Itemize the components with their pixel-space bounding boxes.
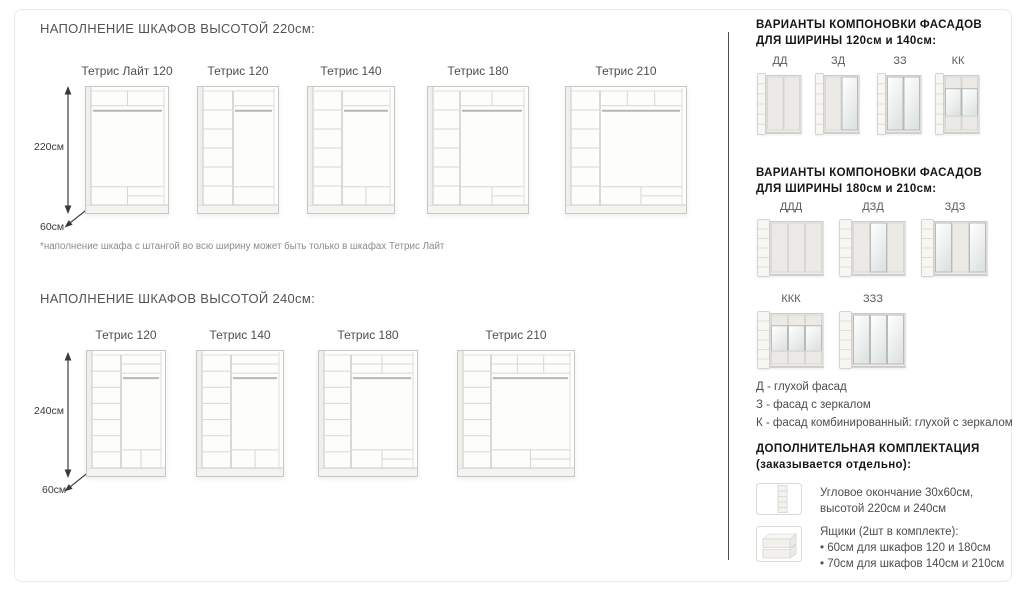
depth-dimension-label-220: 60см — [40, 221, 65, 233]
wardrobe-240-2 — [196, 328, 284, 477]
facades-large-heading-line1: ВАРИАНТЫ КОМПОНОВКИ ФАСАДОВ — [756, 167, 983, 179]
drawers-text-line1: Ящики (2шт в комплекте): — [820, 526, 959, 538]
facade-thumbnail — [757, 310, 825, 372]
legend-line-z: З - фасад с зеркалом — [756, 399, 871, 411]
wardrobe-220-2 — [197, 64, 279, 214]
facade-variant-label: ЗЗ — [893, 55, 907, 67]
facade-variant-label: ЗДЗ — [944, 201, 966, 213]
wardrobe-diagram — [85, 86, 169, 214]
wardrobe-diagram — [457, 350, 575, 477]
wardrobe-label: Тетрис 210 — [595, 64, 657, 78]
facade-variant-label: ККК — [781, 293, 801, 305]
facades-small-heading — [756, 17, 982, 49]
corner-unit-icon — [756, 483, 802, 515]
wardrobe-diagram — [197, 86, 279, 214]
wardrobe-label: Тетрис 210 — [485, 328, 547, 342]
drawers-text-line3: • 70см для шкафов 140см и 210см — [820, 558, 1005, 570]
wardrobe-diagram — [318, 350, 418, 477]
footnote: *наполнение шкафа с штангой во всю ширину может быть только в шкафах Тетрис Лайт — [40, 241, 445, 252]
facades-small-heading-line2: ДЛЯ ШИРИНЫ 120см и 140см: — [756, 35, 937, 47]
wardrobe-label: Тетрис 180 — [337, 328, 399, 342]
wardrobe-diagram — [427, 86, 529, 214]
wardrobe-diagram — [86, 350, 166, 477]
facade-thumbnail — [935, 72, 981, 138]
wardrobe-label: Тетрис 120 — [207, 64, 269, 78]
wardrobe-label: Тетрис 140 — [320, 64, 382, 78]
extras-heading — [756, 441, 980, 473]
facade-variant-ЗД — [815, 55, 861, 138]
facade-thumbnail — [877, 72, 923, 138]
facade-variant-label: КК — [951, 55, 965, 67]
drawers-text-line2: • 60см для шкафов 120 и 180см — [820, 542, 991, 554]
corner-unit-text-line1: Угловое окончание 30х60см, — [820, 487, 974, 499]
extras-heading-line2: (заказывается отдельно): — [756, 459, 912, 471]
wardrobe-diagram — [196, 350, 284, 477]
vertical-divider — [728, 32, 729, 560]
facade-thumbnail — [921, 218, 989, 280]
wardrobe-label: Тетрис 120 — [95, 328, 157, 342]
section-title-240: НАПОЛНЕНИЕ ШКАФОВ ВЫСОТОЙ 240см: — [40, 291, 315, 306]
facade-thumbnail — [757, 72, 803, 138]
wardrobe-220-4 — [427, 64, 529, 214]
wardrobe-label: Тетрис 180 — [447, 64, 509, 78]
facade-variant-ДЗД — [839, 201, 907, 280]
facade-variant-ЗЗЗ — [839, 293, 907, 372]
depth-dimension-label-240: 60см — [42, 484, 67, 496]
facade-variant-label: ДД — [772, 55, 788, 67]
wardrobe-220-1 — [81, 64, 173, 214]
wardrobe-220-3 — [307, 64, 395, 214]
facade-variant-label: ЗЗЗ — [863, 293, 883, 305]
height-dimension-label-240: 240см — [34, 405, 64, 417]
facade-thumbnail — [815, 72, 861, 138]
extras-heading-line1: ДОПОЛНИТЕЛЬНАЯ КОМПЛЕКТАЦИЯ — [756, 443, 980, 455]
drawers-icon — [756, 526, 802, 562]
wardrobe-220-5 — [565, 64, 687, 214]
legend-line-d: Д - глухой фасад — [756, 381, 847, 393]
drawers-text — [820, 524, 1004, 572]
facade-thumbnail — [839, 218, 907, 280]
facade-variant-ДД — [757, 55, 803, 138]
wardrobe-diagram — [307, 86, 395, 214]
facade-variant-label: ДЗД — [862, 201, 884, 213]
facade-variant-ККК — [757, 293, 825, 372]
wardrobe-label: Тетрис Лайт 120 — [81, 64, 173, 78]
facade-variant-label: ЗД — [830, 55, 846, 67]
height-dimension-label-220: 220см — [34, 141, 64, 153]
corner-unit-text — [820, 485, 973, 517]
wardrobe-240-1 — [86, 328, 166, 477]
wardrobe-240-4 — [457, 328, 575, 477]
wardrobe-diagram — [565, 86, 687, 214]
facade-thumbnail — [839, 310, 907, 372]
facades-large-heading — [756, 165, 982, 197]
corner-unit-text-line2: высотой 220см и 240см — [820, 503, 947, 515]
wardrobe-label: Тетрис 140 — [209, 328, 271, 342]
section-title-220: НАПОЛНЕНИЕ ШКАФОВ ВЫСОТОЙ 220см: — [40, 21, 315, 36]
facade-variant-ЗЗ — [877, 55, 923, 138]
facade-variant-ДДД — [757, 201, 825, 280]
wardrobe-240-3 — [318, 328, 418, 477]
legend-line-k: К - фасад комбинированный: глухой с зеркалом — [756, 417, 1013, 429]
facade-thumbnail — [757, 218, 825, 280]
facade-variant-ЗДЗ — [921, 201, 989, 280]
facade-variant-label: ДДД — [779, 201, 803, 213]
facades-small-heading-line1: ВАРИАНТЫ КОМПОНОВКИ ФАСАДОВ — [756, 19, 983, 31]
facade-variant-КК — [935, 55, 981, 138]
facades-large-heading-line2: ДЛЯ ШИРИНЫ 180см и 210см: — [756, 183, 937, 195]
